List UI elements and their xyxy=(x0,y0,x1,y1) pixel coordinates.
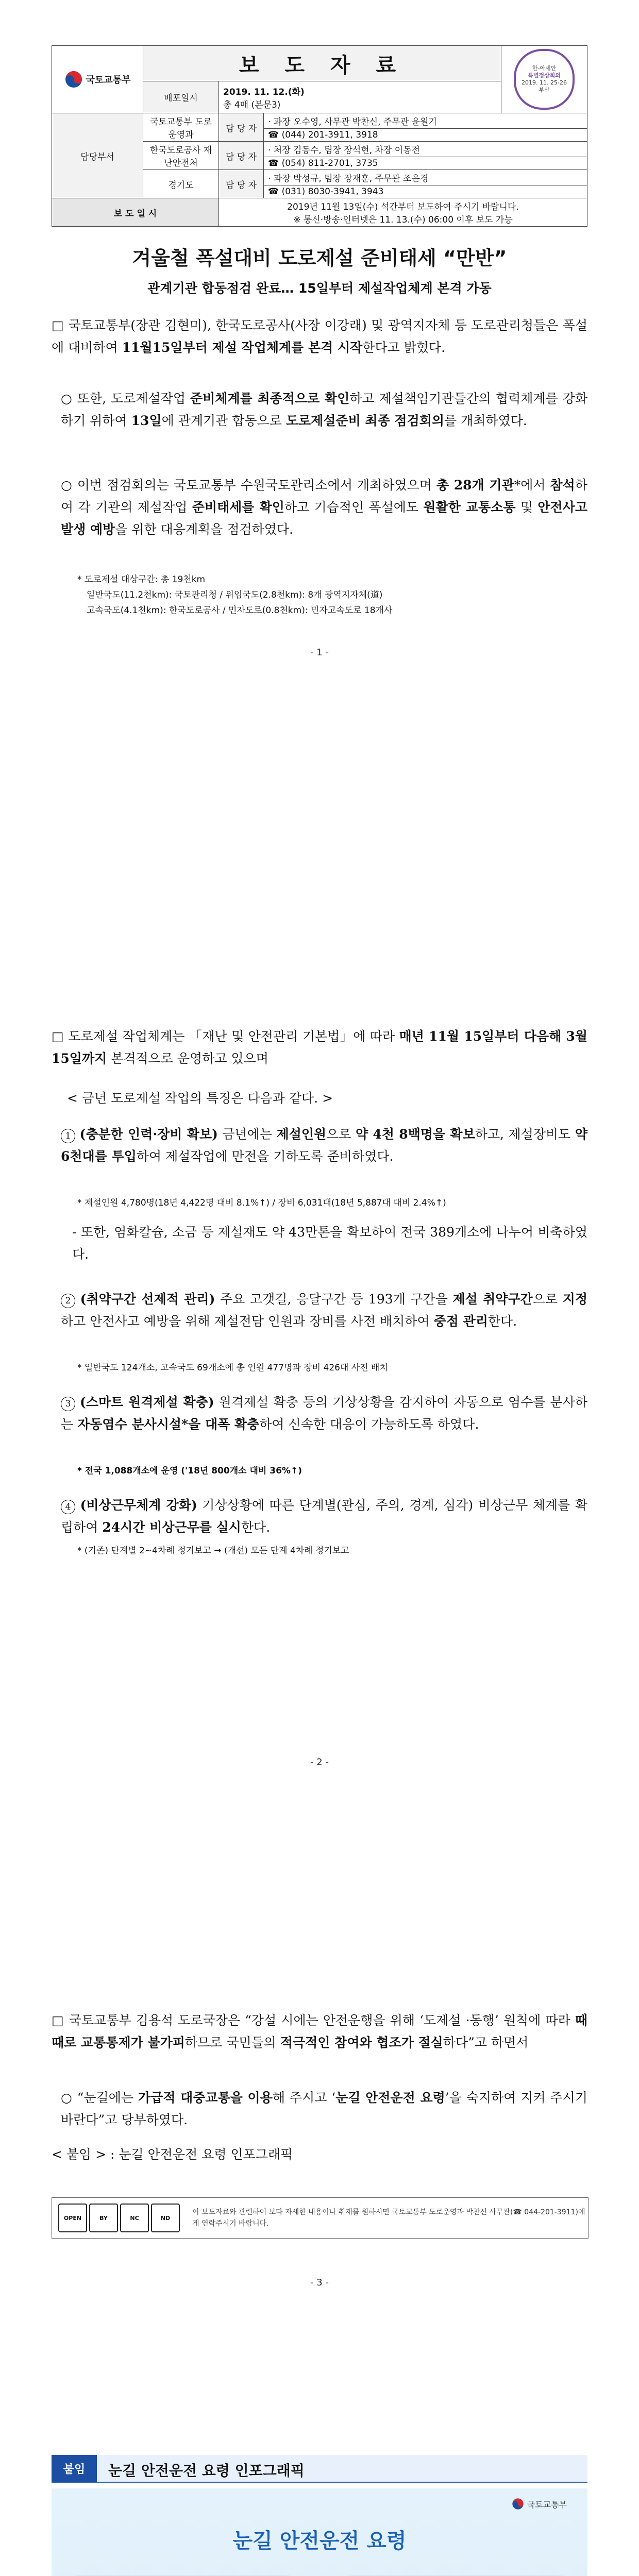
dept-name-1: 국토교통부 도로운영과 xyxy=(143,113,219,142)
dept-phone-2: ☎ (054) 811-2701, 3735 xyxy=(264,157,587,170)
appendix-header xyxy=(52,2455,587,2483)
paragraph-5: □ 국토교통부 김용석 도로국장은 “강설 시에는 안전운행을 위해 ‘도제설 ·동행’ 원칙에 따라 때때로 교통통제가 불가피하므로 국민들의 적극적인 참여와 협조가 절실하다”고 하면서 xyxy=(52,2013,588,2050)
dept-person-3: · 과장 박성규, 팀장 장재훈, 주무관 조은경 xyxy=(264,170,587,185)
dept-phone-3: ☎ (031) 8030-3941, 3943 xyxy=(264,185,587,198)
release-label: 보 도 일 시 xyxy=(52,198,219,227)
person-label: 담 당 자 xyxy=(219,142,264,170)
note-road-sections: * 도로제설 대상구간: 총 19천km 일반국도(11.2천km): 국토관리청 / 위임국도(2.8천km): 8개 광역지자체(道) 고속국도(4.1천km): 한국도로공사 / 민자도로(0.8천km): 민자고속도로 18개사 xyxy=(77,574,393,616)
by-icon: BY xyxy=(89,2204,118,2232)
note-item-3: * 전국 1,088개소에 운영 ('18년 800개소 대비 36%↑) xyxy=(77,1466,302,1476)
dept-person-1: · 과장 오수영, 사무관 박찬신, 주무관 윤원기 xyxy=(264,113,587,129)
paragraph-2: ○ 또한, 도로제설작업 준비체계를 최종적으로 확인하고 제설책임기관들간의 협력체계를 강화하기 위하여 13일에 관계기관 합동으로 도로제설준비 최종 점검회의를 개최하였다. xyxy=(61,391,587,428)
page-number: - 3 - xyxy=(310,2277,329,2288)
infographic-title: 눈길 안전운전 요령 xyxy=(232,2529,407,2553)
org-logo xyxy=(52,46,143,113)
paragraph-3: ○ 이번 점검회의는 국토교통부 수원국토관리소에서 개최하였으며 총 28개 기관*에서 참석하여 각 기관의 제설작업 준비태세를 확인하고 기습적인 폭설에도 원활한 교통소통 및 안전사고 발생 예방을 위한 대응계획을 점검하였다. xyxy=(61,478,588,537)
dept-phone-1: ☎ (044) 201-3911, 3918 xyxy=(264,129,587,142)
item-2: 2 (취약구간 선제적 관리) 주요 고갯길, 응달구간 등 193개 구간을 제설 취약구간으로 지정하고 안전사고 예방을 위해 제설전담 인원과 장비를 사전 배치하여 중점 관리한다. xyxy=(61,1292,587,1329)
item-1: 1 (충분한 인력·장비 확보) 금년에는 제설인원으로 약 4천 8백명을 확보하고, 제설장비도 약 6천대를 투입하여 제설작업에 만전을 기하도록 준비하였다. xyxy=(61,1127,587,1164)
page-number: - 1 - xyxy=(310,647,329,658)
attachment-line: < 붙임 > : 눈길 안전운전 요령 인포그래픽 xyxy=(52,2147,293,2162)
item-1-extra: - 또한, 염화칼슘, 소금 등 제설재도 약 43만톤을 확보하여 전국 389개소에 나누어 비축하였다. xyxy=(72,1225,587,1262)
nc-icon: NC xyxy=(120,2204,149,2232)
dept-name-2: 한국도로공사 재난안전처 xyxy=(143,142,219,170)
doc-title: 보 도 자 료 xyxy=(143,46,501,81)
release-value: 2019년 11월 13일(수) 석간부터 보도하여 주시기 바랍니다. ※ 통신·방송·인터넷은 11. 13.(수) 06:00 이후 보도 가능 xyxy=(219,198,587,227)
main-title: 겨울철 폭설대비 도로제설 준비태세 “만반” xyxy=(132,247,507,269)
taegeuk-icon xyxy=(64,70,83,89)
person-label: 담 당 자 xyxy=(219,170,264,198)
paragraph-4-sub: < 금년 도로제설 작업의 특징은 다음과 같다. > xyxy=(67,1091,333,1106)
nd-icon: ND xyxy=(151,2204,180,2232)
open-icon: OPEN xyxy=(58,2204,87,2232)
infographic xyxy=(52,2488,587,2576)
license-box xyxy=(52,2197,588,2239)
person-label: 담 당 자 xyxy=(219,113,264,142)
sub-title: 관계기관 합동점검 완료… 15일부터 제설작업체계 본격 가동 xyxy=(147,281,492,296)
cc-license-icons xyxy=(58,2204,182,2232)
paragraph-6: ○ “눈길에는 가급적 대중교통을 이용해 주시고 ‘눈길 안전운전 요령’을 숙지하여 지켜 주시기 바란다”고 당부하였다. xyxy=(61,2090,587,2127)
appendix-title: 눈길 안전운전 요령 인포그래픽 xyxy=(108,2462,305,2479)
page-number: - 2 - xyxy=(310,1757,329,1768)
header-table xyxy=(52,45,587,227)
note-item-1: * 제설인원 4,780명(18년 4,422명 대비 8.1%↑) / 장비 6,031대(18년 5,887대 대비 2.4%↑) xyxy=(77,1198,446,1208)
paragraph-4: □ 도로제설 작업체계는 「재난 및 안전관리 기본법」에 따라 매년 11월 15일부터 다음해 3월 15일까지 본격적으로 운영하고 있으며 xyxy=(52,1029,587,1066)
dept-name-3: 경기도 xyxy=(143,170,219,198)
item-3: 3 (스마트 원격제설 확충) 원격제설 확충 등의 기상상황을 감지하여 자동으로 염수를 분사하는 자동염수 분사시설*을 대폭 확충하여 신속한 대응이 가능하도록 하였다. xyxy=(61,1395,587,1432)
date-value: 2019. 11. 12.(화) 총 4매 (본문3) xyxy=(219,81,501,113)
dept-person-2: · 처장 김동수, 팀장 장석현, 차장 이동전 xyxy=(264,142,587,157)
date-label: 배포일시 xyxy=(143,81,219,113)
license-text: 이 보도자료와 관련하여 보다 자세한 내용이나 취재를 원하시면 국토교통부 도로운영과 박찬신 사무관(☎ 044-201-3911)에게 연락주시기 바랍니다. xyxy=(192,2208,585,2228)
note-item-4: * (기존) 단계별 2~4차례 정기보고 → (개선) 모든 단계 4차례 정기보고 xyxy=(77,1546,349,1556)
paragraph-1: □ 국토교통부(장관 김현미), 한국도로공사(사장 이강래) 및 광역지자체 등 도로관리청들은 폭설에 대비하여 11월15일부터 제설 작업체계를 본격 시작한다고 밝혔다. xyxy=(52,318,588,355)
appendix-tag: 붙임 xyxy=(52,2455,97,2482)
item-4: 4 (비상근무체계 강화) 기상상황에 따른 단계별(관심, 주의, 경계, 심각) 비상근무 체계를 확립하여 24시간 비상근무를 실시한다. xyxy=(61,1498,587,1535)
dept-label: 담당부서 xyxy=(52,113,143,198)
infographic-org: 국토교통부 xyxy=(512,2498,567,2510)
org-name: 국토교통부 xyxy=(86,75,131,86)
summit-badge: 한-아세안 특별정상회의 2019. 11. 25-26 부산 xyxy=(501,46,587,113)
note-item-2: * 일반국도 124개소, 고속국도 69개소에 총 인원 477명과 장비 426대 사전 배치 xyxy=(77,1363,388,1373)
taegeuk-icon xyxy=(512,2498,524,2510)
